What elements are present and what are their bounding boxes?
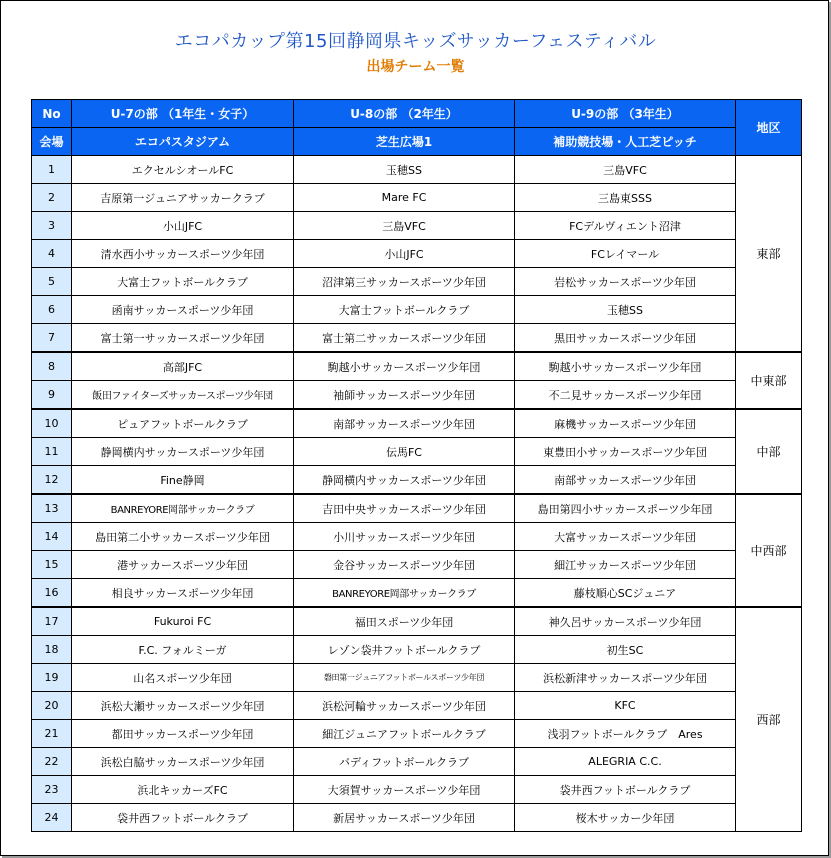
team-name-u9: 南部サッカースポーツ少年団 [515, 466, 736, 495]
team-name-u9: 三島VFC [515, 156, 736, 184]
team-name-u9: 麻機サッカースポーツ少年団 [515, 409, 736, 438]
row-number: 8 [32, 352, 72, 381]
team-name-u9: 浜松新津サッカースポーツ少年団 [515, 664, 736, 692]
row-number: 6 [32, 296, 72, 324]
team-name-u8: 大富士フットボールクラブ [294, 296, 515, 324]
team-name-u8: バディフットボールクラブ [294, 748, 515, 776]
team-name-u9: 不二見サッカースポーツ少年団 [515, 381, 736, 410]
team-name-u7: F.C. フォルミーガ [72, 636, 294, 664]
team-name-u8: Mare FC [294, 184, 515, 212]
table-row [32, 579, 802, 608]
team-name-u7: 浜松大瀬サッカースポーツ少年団 [72, 692, 294, 720]
team-name-u8: 細江ジュニアフットボールクラブ [294, 720, 515, 748]
team-name-u9: 島田第四小サッカースポーツ少年団 [515, 494, 736, 523]
team-name-u8: 富士第二サッカースポーツ少年団 [294, 324, 515, 353]
row-number: 22 [32, 748, 72, 776]
region-label: 西部 [736, 607, 802, 832]
team-name-u9: 袋井西フットボールクラブ [515, 776, 736, 804]
row-number: 17 [32, 607, 72, 636]
table-row [32, 494, 802, 523]
team-name-u8: BANREYORE岡部サッカークラブ [294, 579, 515, 608]
team-name-u7: 小山JFC [72, 212, 294, 240]
region-label: 東部 [736, 156, 802, 353]
table-row [32, 607, 802, 636]
team-name-u8: 小川サッカースポーツ少年団 [294, 523, 515, 551]
table-row [32, 296, 802, 324]
column-header-no: No [32, 100, 72, 128]
row-number: 2 [32, 184, 72, 212]
team-name-u8: 沼津第三サッカースポーツ少年団 [294, 268, 515, 296]
column-header-u8: U-8の部 （2年生） [294, 100, 515, 128]
page-title: エコパカップ第15回静岡県キッズサッカーフェスティバル [174, 31, 657, 52]
table-row [32, 466, 802, 495]
team-name-u7: 富士第一サッカースポーツ少年団 [72, 324, 294, 353]
team-name-u8: 吉田中央サッカースポーツ少年団 [294, 494, 515, 523]
team-name-u9: FCレイマール [515, 240, 736, 268]
row-number: 7 [32, 324, 72, 353]
table-row [32, 748, 802, 776]
team-name-u8: 小山JFC [294, 240, 515, 268]
table-row [32, 523, 802, 551]
row-number: 23 [32, 776, 72, 804]
team-name-u7: 吉原第一ジュニアサッカークラブ [72, 184, 294, 212]
region-label: 中東部 [736, 352, 802, 409]
team-name-u8: 伝馬FC [294, 438, 515, 466]
row-number: 12 [32, 466, 72, 495]
row-number: 1 [32, 156, 72, 184]
venue-u8: 芝生広場1 [294, 128, 515, 156]
venue-u7: エコパスタジアム [72, 128, 294, 156]
table-row [32, 352, 802, 381]
table-row [32, 776, 802, 804]
team-name-u9: FCデルヴィエント沼津 [515, 212, 736, 240]
team-name-u8: 駒越小サッカースポーツ少年団 [294, 352, 515, 381]
team-name-u7: 高部JFC [72, 352, 294, 381]
row-number: 5 [32, 268, 72, 296]
team-name-u7: エクセルシオールFC [72, 156, 294, 184]
table-row [32, 409, 802, 438]
team-name-u8: 浜松河輪サッカースポーツ少年団 [294, 692, 515, 720]
team-roster-table [31, 99, 802, 832]
team-name-u9: ALEGRIA C.C. [515, 748, 736, 776]
team-name-u8: 袖師サッカースポーツ少年団 [294, 381, 515, 410]
team-name-u7: 大富士フットボールクラブ [72, 268, 294, 296]
team-name-u9: 駒越小サッカースポーツ少年団 [515, 352, 736, 381]
table-row [32, 720, 802, 748]
table-row [32, 156, 802, 184]
team-name-u9: 黒田サッカースポーツ少年団 [515, 324, 736, 353]
team-name-u7: 清水西小サッカースポーツ少年団 [72, 240, 294, 268]
team-name-u8: 磐田第一ジュニアフットボールスポーツ少年団 [294, 664, 515, 692]
row-number: 24 [32, 804, 72, 832]
table-row [32, 664, 802, 692]
team-name-u7: 島田第二小サッカースポーツ少年団 [72, 523, 294, 551]
team-name-u9: 大富サッカースポーツ少年団 [515, 523, 736, 551]
row-number: 14 [32, 523, 72, 551]
row-number: 20 [32, 692, 72, 720]
team-name-u7: Fukuroi FC [72, 607, 294, 636]
row-number: 4 [32, 240, 72, 268]
team-name-u9: 藤枝順心SCジュニア [515, 579, 736, 608]
table-row [32, 692, 802, 720]
team-name-u7: 飯田ファイターズサッカースポーツ少年団 [72, 381, 294, 410]
team-name-u9: 細江サッカースポーツ少年団 [515, 551, 736, 579]
page-subtitle: 出場チーム一覧 [366, 59, 465, 75]
team-name-u7: 静岡横内サッカースポーツ少年団 [72, 438, 294, 466]
row-number: 15 [32, 551, 72, 579]
team-name-u8: 静岡横内サッカースポーツ少年団 [294, 466, 515, 495]
team-name-u9: 三島東SSS [515, 184, 736, 212]
team-name-u8: 新居サッカースポーツ少年団 [294, 804, 515, 832]
team-name-u7: 港サッカースポーツ少年団 [72, 551, 294, 579]
team-name-u9: 初生SC [515, 636, 736, 664]
team-name-u9: KFC [515, 692, 736, 720]
column-header-venue: 会場 [32, 128, 72, 156]
team-name-u9: 東豊田小サッカースポーツ少年団 [515, 438, 736, 466]
row-number: 3 [32, 212, 72, 240]
column-header-region: 地区 [736, 100, 802, 156]
team-name-u8: レゾン袋井フットボールクラブ [294, 636, 515, 664]
region-label: 中西部 [736, 494, 802, 607]
table-row [32, 240, 802, 268]
team-name-u7: ピュアフットボールクラブ [72, 409, 294, 438]
team-name-u9: 神久呂サッカースポーツ少年団 [515, 607, 736, 636]
team-name-u8: 福田スポーツ少年団 [294, 607, 515, 636]
team-name-u7: 函南サッカースポーツ少年団 [72, 296, 294, 324]
table-row [32, 268, 802, 296]
team-name-u9: 桜木サッカー少年団 [515, 804, 736, 832]
column-header-u7: U-7の部 （1年生・女子） [72, 100, 294, 128]
region-label: 中部 [736, 409, 802, 494]
team-name-u9: 浅羽フットボールクラブ Ares [515, 720, 736, 748]
table-row [32, 184, 802, 212]
team-name-u9: 岩松サッカースポーツ少年団 [515, 268, 736, 296]
table-row [32, 212, 802, 240]
row-number: 9 [32, 381, 72, 410]
table-row [32, 324, 802, 353]
table-row [32, 551, 802, 579]
row-number: 13 [32, 494, 72, 523]
roster-body [32, 156, 802, 832]
column-header-u9: U-9の部 （3年生） [515, 100, 736, 128]
team-name-u8: 玉穂SS [294, 156, 515, 184]
team-name-u8: 南部サッカースポーツ少年団 [294, 409, 515, 438]
team-name-u7: 浜松白脇サッカースポーツ少年団 [72, 748, 294, 776]
row-number: 10 [32, 409, 72, 438]
team-name-u8: 三島VFC [294, 212, 515, 240]
row-number: 21 [32, 720, 72, 748]
table-row [32, 381, 802, 410]
team-name-u7: 浜北キッカーズFC [72, 776, 294, 804]
venue-u9: 補助競技場・人工芝ピッチ [515, 128, 736, 156]
team-name-u7: 相良サッカースポーツ少年団 [72, 579, 294, 608]
team-name-u7: 袋井西フットボールクラブ [72, 804, 294, 832]
team-name-u8: 金谷サッカースポーツ少年団 [294, 551, 515, 579]
row-number: 16 [32, 579, 72, 608]
table-row [32, 804, 802, 832]
team-name-u7: BANREYORE岡部サッカークラブ [72, 494, 294, 523]
team-name-u7: 山名スポーツ少年団 [72, 664, 294, 692]
team-name-u8: 大須賀サッカースポーツ少年団 [294, 776, 515, 804]
row-number: 19 [32, 664, 72, 692]
team-name-u9: 玉穂SS [515, 296, 736, 324]
row-number: 18 [32, 636, 72, 664]
row-number: 11 [32, 438, 72, 466]
team-name-u7: 都田サッカースポーツ少年団 [72, 720, 294, 748]
team-name-u7: Fine静岡 [72, 466, 294, 495]
table-row [32, 636, 802, 664]
table-row [32, 438, 802, 466]
